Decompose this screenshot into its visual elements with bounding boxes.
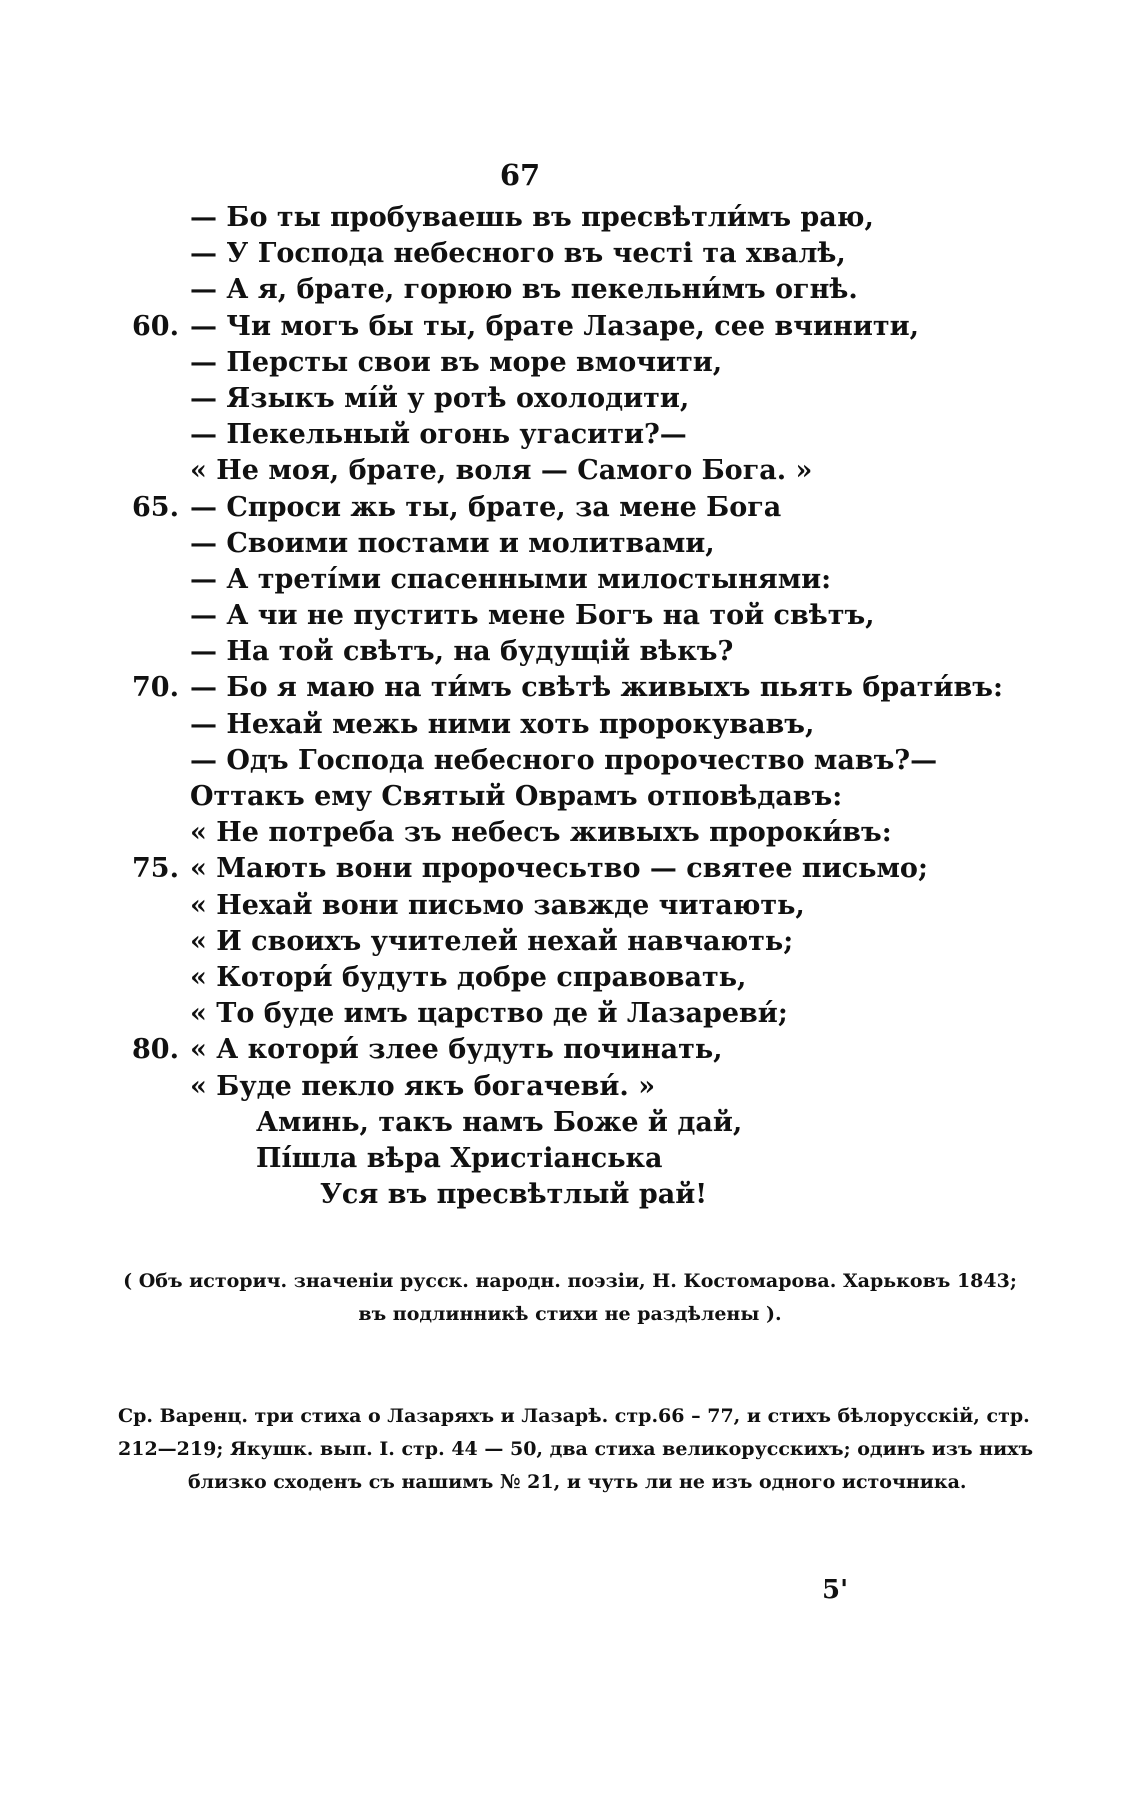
verse-text: « Котори́ будуть добре справовать, [190,961,747,993]
source-note-line: ( Объ историч. значеніи русск. народн. поэзіи, Н. Костомарова. Харьковъ 1843; [123,1270,1017,1292]
source-note [0,1265,1140,1331]
verse-text: « Не потреба зъ небесъ живыхъ пророки́въ: [190,817,892,849]
verse-line [0,490,1140,526]
verse-line [0,381,1140,417]
verse-text: Оттакъ ему Святый Оврамъ отповѣдавъ: [190,781,843,812]
verse-line [0,453,1140,489]
verse-text: — Персты свои въ море вмочити, [190,346,723,378]
verse-text: « Не моя, брате, воля — Самого Бога. » [190,455,813,487]
verse-line [0,924,1140,960]
line-number: 80. [132,1034,179,1066]
verse-text: « И своихъ учителей нехай навчають; [190,925,794,957]
verse-text: « А котори́ злее будуть починать, [190,1034,723,1066]
verse-line [0,598,1140,634]
verse-text: — А я, брате, горюю въ пекельни́мъ огнѣ. [190,274,858,306]
verse-line [0,960,1140,996]
poem-text [0,200,1140,1213]
verse-text: — На той свѣтъ, на будущій вѣкъ? [190,636,734,668]
line-number: 60. [132,310,179,342]
verse-text: — А треті́ми спасенными милостынями: [190,563,832,595]
verse-line [0,670,1140,706]
verse-line [0,888,1140,924]
verse-line [0,851,1140,887]
verse-line [0,417,1140,453]
verse-line [0,200,1140,236]
verse-text: « Буде пекло якъ богачеви́. » [190,1070,656,1102]
verse-line [0,1177,1140,1213]
verse-text: Аминь, такъ намъ Боже й дай, [256,1106,743,1138]
reference-line: близко сходенъ съ нашимъ № 21, и чуть ли не изъ одного источника. [188,1471,967,1493]
verse-line [0,743,1140,779]
verse-line [0,1105,1140,1141]
verse-text: « Нехай вони письмо завжде читають, [190,889,805,921]
references-note [118,1400,1034,1499]
verse-text: — У Господа небесного въ честі та хвалѣ, [190,238,846,270]
reference-line: 212—219; Якушк. вып. І. стр. 44 — 50, два стиха великорусскихъ; одинъ изъ нихъ [118,1438,1034,1460]
verse-text: — Пекельный огонь угасити?— [190,419,687,451]
reference-line: Ср. Варенц. три стиха о Лазаряхъ и Лазарѣ. стр.66 – 77, и стихъ бѣлорусскій, стр. [118,1405,1030,1427]
verse-line [0,996,1140,1032]
verse-text: — Одъ Господа небесного пророчество мавъ?— [190,744,938,776]
verse-line [0,526,1140,562]
verse-text: « То буде имъ царство де й Лазареви́; [190,998,788,1030]
line-number: 75. [132,853,179,885]
verse-line [0,634,1140,670]
verse-text: — Языкъ мі́й у ротѣ охолодити, [190,382,690,414]
verse-text: — Бо я маю на ти́мъ свѣтѣ живыхъ пьять брати́въ: [190,672,1003,704]
verse-text: Пі́шла вѣра Христіанська [256,1142,663,1174]
verse-text: — Нехай межь ними хоть пророкувавъ, [190,708,815,740]
verse-text: — Спроси жь ты, брате, за мене Бога [190,491,782,523]
verse-line [0,272,1140,308]
verse-line [0,815,1140,851]
verse-text: Уся въ пресвѣтлый рай! [320,1179,708,1211]
line-number: 65. [132,491,179,523]
verse-text: — Бо ты пробуваешь въ пресвѣтли́мъ раю, [190,202,874,233]
verse-text: — Чи могъ бы ты, брате Лазаре, сее вчинити, [190,310,919,342]
signature-mark: 5' [822,1575,849,1605]
line-number: 70. [132,672,179,704]
verse-text: « Мають вони пророчесьтво — святее письмо; [190,853,928,885]
source-note-line: въ подлинникѣ стихи не раздѣлены ). [358,1303,782,1325]
verse-text: — Своими постами и молитвами, [190,527,715,559]
verse-line [0,1032,1140,1068]
verse-line [0,707,1140,743]
verse-line [0,345,1140,381]
verse-line [0,1141,1140,1177]
verse-text: — А чи не пустить мене Богъ на той свѣтъ, [190,600,875,632]
verse-line [0,562,1140,598]
page-number: 67 [499,158,541,192]
verse-line [0,779,1140,815]
verse-line [0,236,1140,272]
verse-line [0,1069,1140,1105]
verse-line [0,309,1140,345]
